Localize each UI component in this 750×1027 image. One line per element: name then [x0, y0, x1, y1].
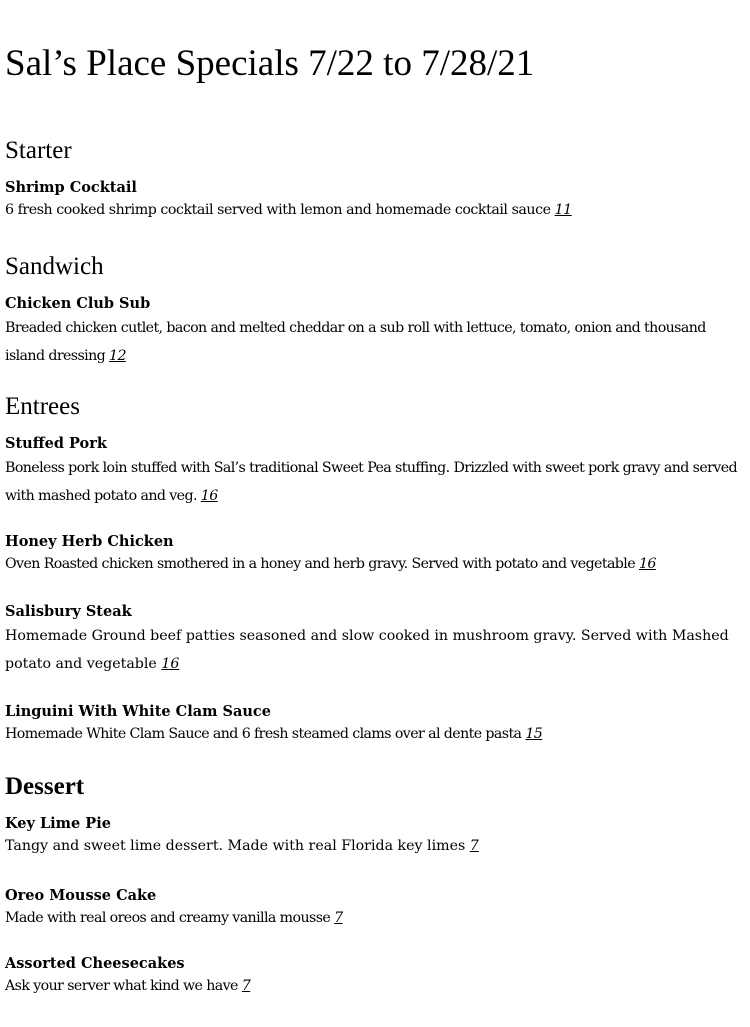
description-text: Oven Roasted chicken smothered in a honey and herb gravy. Served with potato and vegetable	[5, 556, 636, 572]
item-price: 15	[525, 726, 543, 742]
description-text: Boneless pork loin stuffed with Sal’s traditional Sweet Pea stuffing. Drizzled with sweet pork gravy and served with mashed potato and veg.	[5, 460, 738, 504]
item-description	[5, 974, 750, 998]
item-description	[5, 454, 750, 510]
section-heading: Starter	[5, 137, 72, 164]
section-heading: Dessert	[5, 773, 85, 800]
item-name: Stuffed Pork	[5, 435, 107, 452]
item-name: Honey Herb Chicken	[5, 533, 174, 550]
item-price: 7	[241, 978, 251, 994]
item-price: 16	[638, 556, 656, 572]
section-sandwich	[5, 251, 750, 283]
description-text: Made with real oreos and creamy vanilla mousse	[5, 910, 331, 926]
item-name: Salisbury Steak	[5, 603, 132, 620]
item-description	[5, 834, 750, 858]
item-description	[5, 622, 730, 678]
description-text: 6 fresh cooked shrimp cocktail served with lemon and homemade cocktail sauce	[5, 202, 551, 218]
item-price: 7	[334, 910, 343, 926]
description-text: Homemade Ground beef patties seasoned and slow cooked in mushroom gravy. Served with Mashed potato and vegetable	[5, 628, 729, 672]
item-price: 16	[161, 656, 180, 672]
item-name: Key Lime Pie	[5, 815, 111, 832]
item-description	[5, 198, 750, 222]
page-title: Sal’s Place Specials 7/22 to 7/28/21	[5, 43, 535, 84]
description-text: Ask your server what kind we have	[5, 978, 238, 994]
item-description	[5, 552, 750, 576]
section-entrees	[5, 391, 750, 423]
description-text: Breaded chicken cutlet, bacon and melted cheddar on a sub roll with lettuce, tomato, onion and thousand island dressing	[5, 320, 706, 364]
description-text: Homemade White Clam Sauce and 6 fresh steamed clams over al dente pasta	[5, 726, 522, 742]
menu-item-oreo-mousse-cake	[5, 886, 750, 930]
menu-item-chicken-club-sub	[5, 294, 750, 370]
item-name: Chicken Club Sub	[5, 295, 151, 312]
item-name: Oreo Mousse Cake	[5, 887, 157, 904]
menu-item-key-lime-pie	[5, 814, 750, 858]
section-dessert	[5, 771, 750, 803]
item-name: Assorted Cheesecakes	[5, 955, 185, 972]
item-description	[5, 906, 750, 930]
menu-item-assorted-cheesecakes	[5, 954, 750, 998]
menu-item-stuffed-pork	[5, 434, 750, 510]
item-price: 11	[554, 202, 572, 218]
item-name: Linguini With White Clam Sauce	[5, 703, 271, 720]
item-price: 7	[469, 838, 479, 854]
item-description	[5, 314, 740, 370]
section-heading: Entrees	[5, 393, 80, 420]
description-text: Tangy and sweet lime dessert. Made with real Florida key limes	[5, 838, 466, 854]
item-description	[5, 722, 750, 746]
item-price: 12	[109, 348, 126, 364]
item-name: Shrimp Cocktail	[5, 179, 137, 196]
menu-item-salisbury-steak	[5, 602, 750, 678]
menu-item-linguini-white-clam-sauce	[5, 702, 750, 746]
section-heading: Sandwich	[5, 253, 104, 280]
menu-item-honey-herb-chicken	[5, 532, 750, 576]
item-price: 16	[200, 488, 218, 504]
menu-item-shrimp-cocktail	[5, 178, 750, 222]
section-starter	[5, 135, 750, 167]
